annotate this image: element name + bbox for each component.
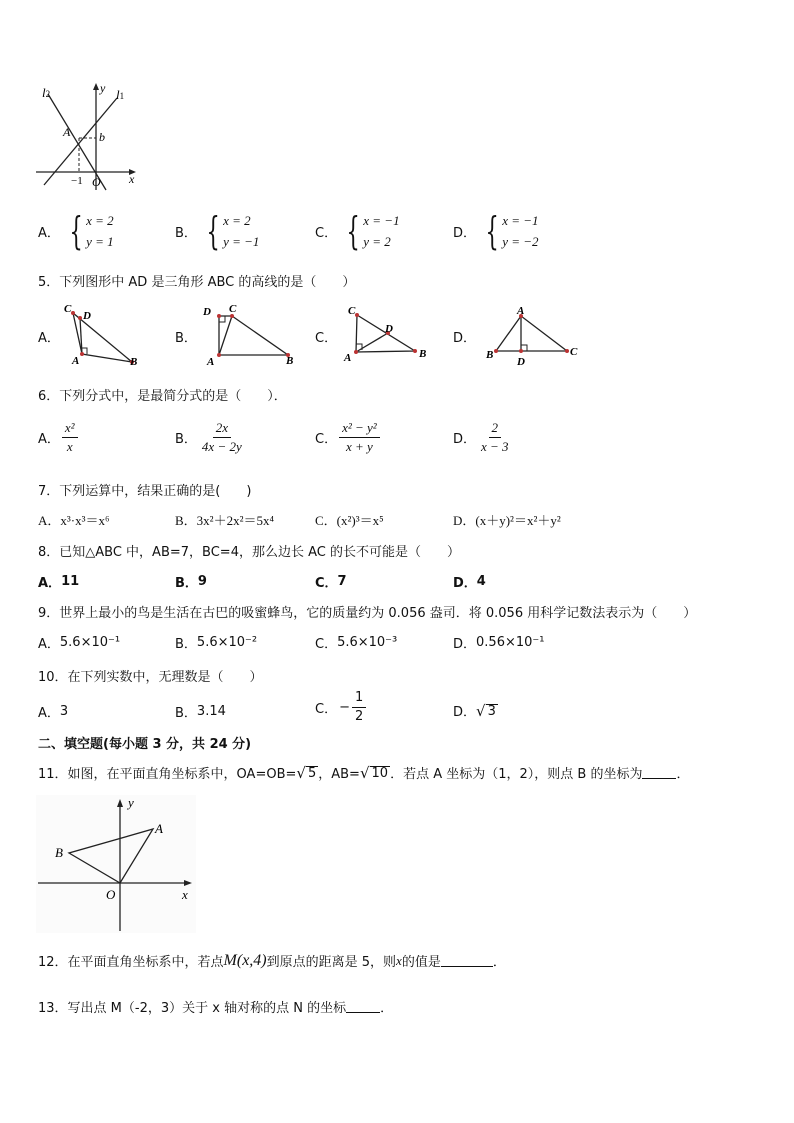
option-letter: B． [175,432,197,447]
label-l2: l2 [42,85,51,100]
option-letter: B． [175,637,197,652]
variable-x: x [396,952,402,968]
option-letter: D． [453,513,476,528]
eq-line-2: y = −1 [223,234,260,249]
q5-stem: 5．下列图形中 AD 是三角形 ABC 的高线的是（ ） [38,275,356,290]
option-text: 7 [337,574,347,589]
section-heading: 二、填空题(每小题 3 分，共 24 分) [38,737,252,752]
intersecting-lines-figure [34,80,146,195]
option-letter: A． [38,576,62,591]
q10-option-b[interactable] [175,702,226,721]
option-letter: D． [453,331,477,346]
option-text: 5.6×10⁻² [196,635,258,650]
option-letter: D． [453,225,477,241]
fraction-numerator: 1 [352,690,366,708]
option-text: 11 [61,574,80,589]
svg-text:A: A [344,352,352,364]
q11-part1: 11．如图，在平面直角坐标系中，OA=OB= [38,767,297,782]
svg-text:A: A [155,821,163,836]
option-letter: C． [315,432,338,447]
option-letter: D． [453,432,477,447]
svg-text:O: O [106,887,116,902]
q9-stem: 9．世界上最小的鸟是生活在古巴的吸蜜蜂鸟，它的质量约为 0.056 盎司．将 0.056 用科学记数法表示为（ ） [38,606,697,621]
answer-blank[interactable] [346,1000,380,1013]
q6-option-d[interactable] [453,420,514,455]
option-text: x³·x³＝x⁶ [60,513,110,528]
label-A: A [63,125,71,139]
option-letter: B． [175,225,197,241]
fraction-numerator: 2 [489,420,502,438]
q13-text: 13．写出点 M（-2，3）关于 x 轴对称的点 N 的坐标 [38,1001,347,1016]
option-letter: A． [38,637,60,652]
svg-text:D: D [385,323,393,335]
q4-option-b[interactable]: B． { x = 2 y = −1 [175,209,260,253]
option-letter: A． [38,432,60,447]
answer-blank[interactable] [441,954,493,967]
q6-option-b[interactable] [175,420,247,455]
sqrt-icon: √ [296,763,306,782]
q7-option-b[interactable] [175,510,274,529]
svg-text:A: A [72,355,80,367]
option-letter: A． [38,706,60,721]
option-letter: D． [453,576,477,591]
q5-triangle-c [340,302,435,367]
q4-option-c[interactable]: C． { x = −1 y = 2 [315,209,400,253]
q4-option-a[interactable]: A． { x = 2 y = 1 [38,209,114,253]
q5-option-d[interactable] [453,327,476,346]
q12-stem [38,951,506,970]
q5-triangle-a [60,302,145,367]
answer-blank[interactable] [642,766,676,779]
eq-line-1: x = −1 [502,213,539,228]
sqrt-10: 10 [371,765,389,781]
q8-option-c[interactable] [315,572,347,591]
label-x: x [129,172,135,186]
option-text: 5.6×10⁻¹ [59,635,121,650]
q7-option-a[interactable] [38,510,110,529]
q10-option-c[interactable] [315,690,368,725]
q7-stem: 7．下列运算中，结果正确的是( ) [38,484,252,499]
q12-part2: 到原点的距离是 5，则 [266,955,397,970]
option-letter: A． [38,331,60,346]
q13-stem [38,997,393,1016]
option-text: 3x²＋2x²＝5x⁴ [196,513,274,528]
fraction-denominator: 4x − 2y [201,439,242,454]
option-text: 3 [59,704,69,719]
label-O: O [92,175,101,189]
option-letter: A． [38,225,60,241]
q9-option-b[interactable] [175,633,257,652]
q11-end: ． [676,767,690,782]
option-letter: C． [315,576,338,591]
option-letter: D． [453,637,477,652]
fraction-denominator: 2 [354,709,364,724]
q11-coordinate-figure [36,795,196,933]
sqrt-icon: √ [476,701,486,720]
fraction-denominator: x [66,439,73,454]
svg-text:C: C [229,303,237,315]
eq-line-1: x = −1 [363,213,400,228]
option-letter: B． [175,513,197,528]
q9-option-c[interactable] [315,633,397,652]
svg-text:B: B [286,355,294,367]
label-b: b [99,130,105,144]
eq-line-2: y = −2 [502,234,539,249]
q10-option-d[interactable] [453,701,498,720]
option-letter: D． [453,705,477,720]
svg-text:x: x [182,887,188,902]
option-text: 3.14 [196,704,226,719]
q12-part3: 的值是 [401,955,441,970]
q7-option-d[interactable] [453,510,561,529]
q5-triangle-b [200,300,300,368]
option-text: 9 [197,574,207,589]
label-y: y [100,81,106,95]
svg-text:D: D [203,306,211,318]
svg-text:A: A [517,305,525,317]
radicand: 3 [487,703,496,719]
q11-part2: ，AB= [318,767,360,782]
eq-line-1: x = 2 [223,213,251,228]
svg-text:B: B [130,356,138,367]
q13-end: ． [380,1001,394,1016]
point-M-expr: M(x,4) [223,951,267,969]
fraction-numerator: x² − y² [339,420,380,438]
svg-text:B: B [55,845,63,860]
option-text: (x＋y)²＝x²＋y² [475,513,561,528]
svg-text:D: D [517,356,525,368]
svg-text:C: C [570,346,578,358]
svg-text:C: C [348,305,356,317]
q8-option-d[interactable] [453,572,486,591]
option-letter: C． [315,637,338,652]
q9-option-d[interactable] [453,633,544,652]
fraction-numerator: 2x [213,420,231,438]
minus-sign: − [339,700,350,715]
svg-text:A: A [207,356,215,368]
option-text: 5.6×10⁻³ [337,635,398,650]
option-letter: C． [315,702,338,717]
svg-text:C: C [64,303,72,315]
fraction-denominator: x − 3 [481,439,509,454]
eq-line-1: x = 2 [86,213,114,228]
fraction-numerator: x² [62,420,78,438]
option-letter: C． [315,225,338,241]
option-letter: B． [175,706,197,721]
q12-end: ． [492,955,506,970]
svg-text:y: y [128,795,134,810]
eq-line-2: y = 1 [86,234,114,249]
q10-option-a[interactable] [38,702,68,721]
q11-part3: ．若点 A 坐标为（1，2），则点 B 的坐标为 [390,767,643,782]
option-letter: B． [175,331,197,346]
option-text: 0.56×10⁻¹ [476,635,545,650]
q11-stem [38,763,689,782]
svg-text:D: D [83,310,91,322]
option-text: (x²)³＝x⁵ [336,513,384,528]
option-letter: A． [38,513,61,528]
svg-text:B: B [419,348,427,360]
label-neg1: −1 [71,175,83,187]
q8-option-a[interactable] [38,572,79,591]
sqrt-icon: √ [359,763,370,782]
q4-option-d[interactable]: D． { x = −1 y = −2 [453,209,539,253]
option-text: 4 [476,574,486,589]
q10-stem: 10．在下列实数中，无理数是（ ） [38,670,263,685]
sqrt-5: 5 [307,765,317,781]
q6-stem: 6．下列分式中，是最简分式的是（ ）． [38,389,287,404]
q5-triangle-d [484,302,584,370]
svg-text:B: B [486,349,494,361]
fraction-denominator: x + y [345,439,373,454]
q8-stem: 8．已知△ABC 中，AB=7，BC=4，那么边长 AC 的长不可能是（ ） [38,545,460,560]
label-l1: l1 [116,87,125,102]
option-letter: C． [315,513,337,528]
q5-option-b[interactable] [175,327,197,346]
eq-line-2: y = 2 [363,234,391,249]
q5-option-c[interactable] [315,327,337,346]
q6-option-c[interactable] [315,420,382,455]
q9-option-a[interactable] [38,633,120,652]
option-letter: C． [315,331,338,346]
q8-option-b[interactable] [175,572,207,591]
y-axis-arrow [93,83,99,90]
q6-option-a[interactable] [38,420,80,455]
q5-option-a[interactable] [38,327,60,346]
q7-option-c[interactable] [315,510,384,529]
q12-part1: 12．在平面直角坐标系中，若点 [38,955,224,970]
option-letter: B． [175,576,198,591]
